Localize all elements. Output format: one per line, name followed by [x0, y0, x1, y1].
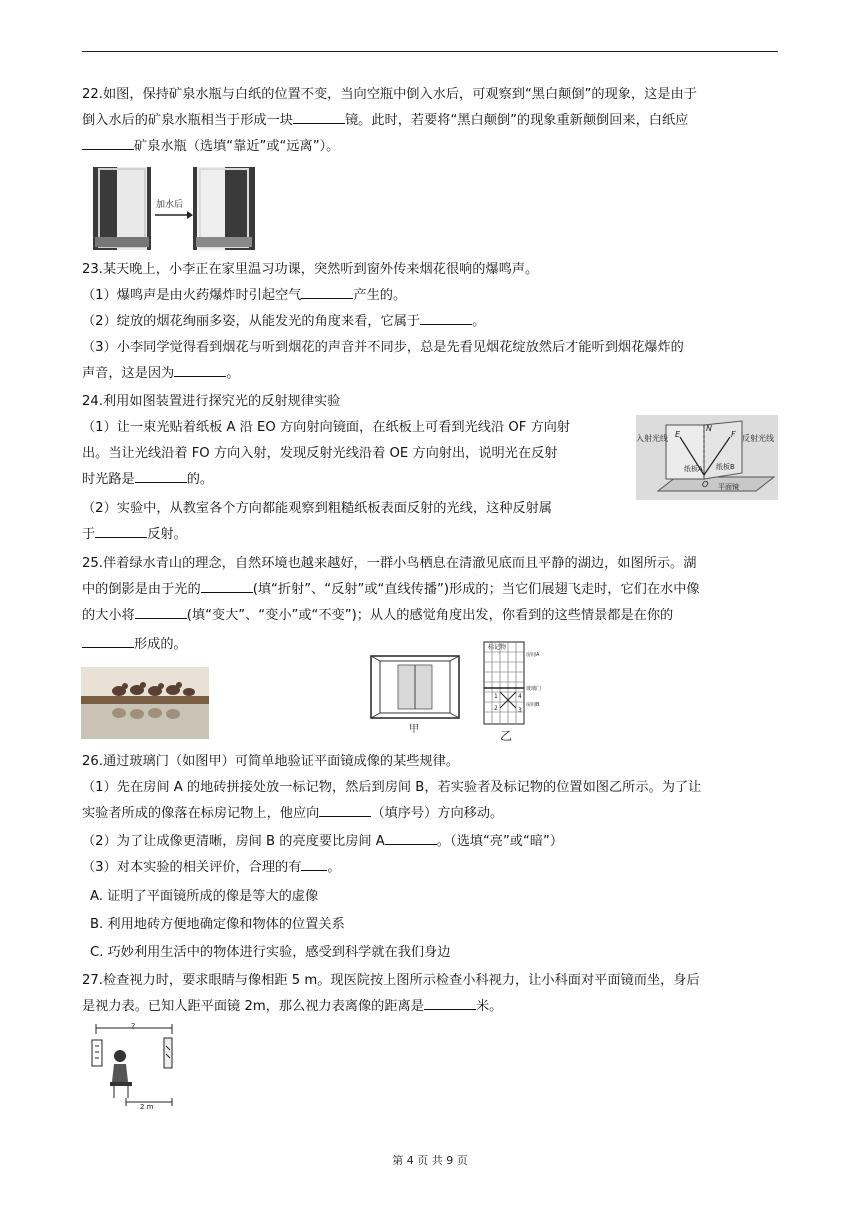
q25-line-2: 中的倒影是由于光的 (填“折射”、“反射”或“直线传播”)形成的；当它们展翅飞走时，它们在水中像: [82, 577, 782, 603]
dir-3-label: 3: [518, 707, 522, 714]
fig-yi-label: 乙: [500, 729, 513, 743]
dir-4-label: 4: [518, 693, 522, 700]
q24-reflection-figure: [636, 415, 778, 500]
n-label: N: [706, 424, 712, 433]
answer-blank[interactable]: [135, 603, 187, 619]
f-label: F: [731, 430, 736, 439]
e-label: E: [675, 430, 681, 439]
plate-b-label: 纸板B: [716, 463, 735, 471]
q23-sub-2: （2）绽放的烟花绚丽多姿，从能发光的角度来看，它属于 。: [82, 309, 782, 335]
answer-blank[interactable]: [82, 134, 134, 150]
q24-sub-2a: （2）实验中，从教室各个方向都能观察到粗糙纸板表面反射的光线，这种反射属: [82, 501, 552, 516]
answer-blank[interactable]: [201, 577, 253, 593]
q23-line-1: 23.某天晚上，小李正在家里温习功课，突然听到窗外传来烟花很响的爆鸣声。: [82, 262, 539, 277]
q27-line-1: 27.检查视力时，要求眼睛与像相距 5 m。现医院按上图所示检查小科视力，让小科面对平面镜而坐，身后: [82, 973, 700, 988]
glass-door-label: 玻璃门: [526, 686, 542, 692]
q26-sub-3: （3）对本实验的相关评价，合理的有 。: [82, 855, 782, 881]
q22-bottle-figure: [93, 167, 255, 250]
o-label: O: [702, 480, 709, 489]
answer-blank[interactable]: [301, 855, 327, 871]
q26-option-a[interactable]: A. 证明了平面镜所成的像是等大的虚像: [90, 889, 319, 904]
q22-fig-label: 加水后: [156, 200, 184, 210]
q24-sub-1a: （1）让一束光贴着纸板 A 沿 EO 方向射向镜面，在纸板上可看到光线沿 OF 方向射: [82, 420, 571, 435]
answer-blank[interactable]: [385, 829, 437, 845]
page-footer: 第 4 页 共 9 页: [392, 1154, 468, 1167]
header-rule: [82, 51, 778, 52]
q23-sub-3-cont: 声音，这是因为 。: [82, 361, 782, 387]
fig-jia-label: 甲: [409, 724, 419, 735]
q24-line-1: 24.利用如图装置进行探究光的反射规律实验: [82, 394, 341, 409]
room-a-label: 房间A: [526, 652, 540, 658]
q26-line-1: 26.通过玻璃门（如图甲）可简单地验证平面镜成像的某些规律。: [82, 754, 460, 769]
distance-2m-label: 2 m: [140, 1103, 154, 1110]
q26-sub-2: （2）为了让成像更清晰，房间 B 的亮度要比房间 A 。（选填“亮”或“暗”）: [82, 829, 782, 855]
answer-blank[interactable]: [424, 994, 476, 1010]
q24-sub-1c: 时光路是 的。: [82, 467, 627, 493]
answer-blank[interactable]: [82, 632, 134, 648]
answer-blank[interactable]: [293, 108, 345, 124]
q25-line-3: 的大小将 (填“变大”、“变小”或“不变”)；从人的感觉角度出发，你看到的这些情景都是在你的: [82, 603, 782, 629]
answer-blank[interactable]: [95, 522, 147, 538]
mirror-label: 平面镜: [718, 483, 739, 491]
q24-sub-2b: 于 反射。: [82, 522, 627, 548]
room-b-label: 房间B: [526, 702, 540, 708]
distance-question: ?: [131, 1022, 136, 1031]
q26-option-b[interactable]: B. 利用地砖方便地确定像和物体的位置关系: [90, 917, 345, 932]
answer-blank[interactable]: [319, 801, 371, 817]
q25-line-1: 25.伴着绿水青山的理念，自然环境也越来越好，一群小鸟栖息在清澈见底而且平静的湖边，如图所示。湖: [82, 556, 697, 571]
q26-glass-door-figure: [370, 655, 460, 735]
reflect-label: 反射光线: [742, 434, 774, 443]
q22-line-1: 22.如图，保持矿泉水瓶与白纸的位置不变，当向空瓶中倒入水后，可观察到“黑白颠倒”的现象，这是由于: [82, 87, 697, 102]
dir-2-label: 2: [494, 705, 498, 712]
answer-blank[interactable]: [135, 467, 187, 483]
incident-label: 入射光线: [636, 434, 668, 443]
q23-sub-1: （1）爆鸣声是由火药爆炸时引起空气 产生的。: [82, 283, 782, 309]
q26-sub-1a: （1）先在房间 A 的地砖拼接处放一标记物，然后到房间 B，若实验者及标记物的位置如图乙所示。为了让: [82, 780, 702, 795]
q25-line-4: 形成的。: [82, 632, 782, 658]
q26-sub-1b: 实验者所成的像落在标房记物上，他应向 （填序号）方向移动。: [82, 801, 782, 827]
q26-option-c[interactable]: C. 巧妙利用生活中的物体进行实验，感受到科学就在我们身边: [90, 945, 451, 960]
q23-sub-3: （3）小李同学觉得看到烟花与听到烟花的声音并不同步，总是先看见烟花绽放然后才能听到烟花爆炸的: [82, 340, 684, 355]
q27-line-2: 是视力表。已知人距平面镜 2m，那么视力表离像的距离是 米。: [82, 994, 782, 1020]
q27-eye-test-figure: [86, 1020, 182, 1110]
q24-sub-1b: 出。当让光线沿着 FO 方向入射，发现反射光线沿着 OE 方向射出，说明光在反射: [82, 446, 558, 461]
dir-1-label: 1: [494, 693, 498, 700]
q22-line-3: 矿泉水瓶（选填“靠近”或“远离”）。: [82, 134, 782, 160]
answer-blank[interactable]: [420, 309, 472, 325]
grid-marker-label: 标记物: [488, 644, 507, 651]
answer-blank[interactable]: [301, 283, 353, 299]
q26-grid-figure: [480, 640, 544, 746]
answer-blank[interactable]: [174, 361, 226, 377]
plate-a-label: 纸板A: [684, 465, 703, 473]
q22-line-2: 倒入水后的矿泉水瓶相当于形成一块 镜。此时，若要将“黑白颠倒”的现象重新颠倒回来，白纸应: [82, 108, 782, 134]
q25-birds-photo: [81, 667, 209, 739]
